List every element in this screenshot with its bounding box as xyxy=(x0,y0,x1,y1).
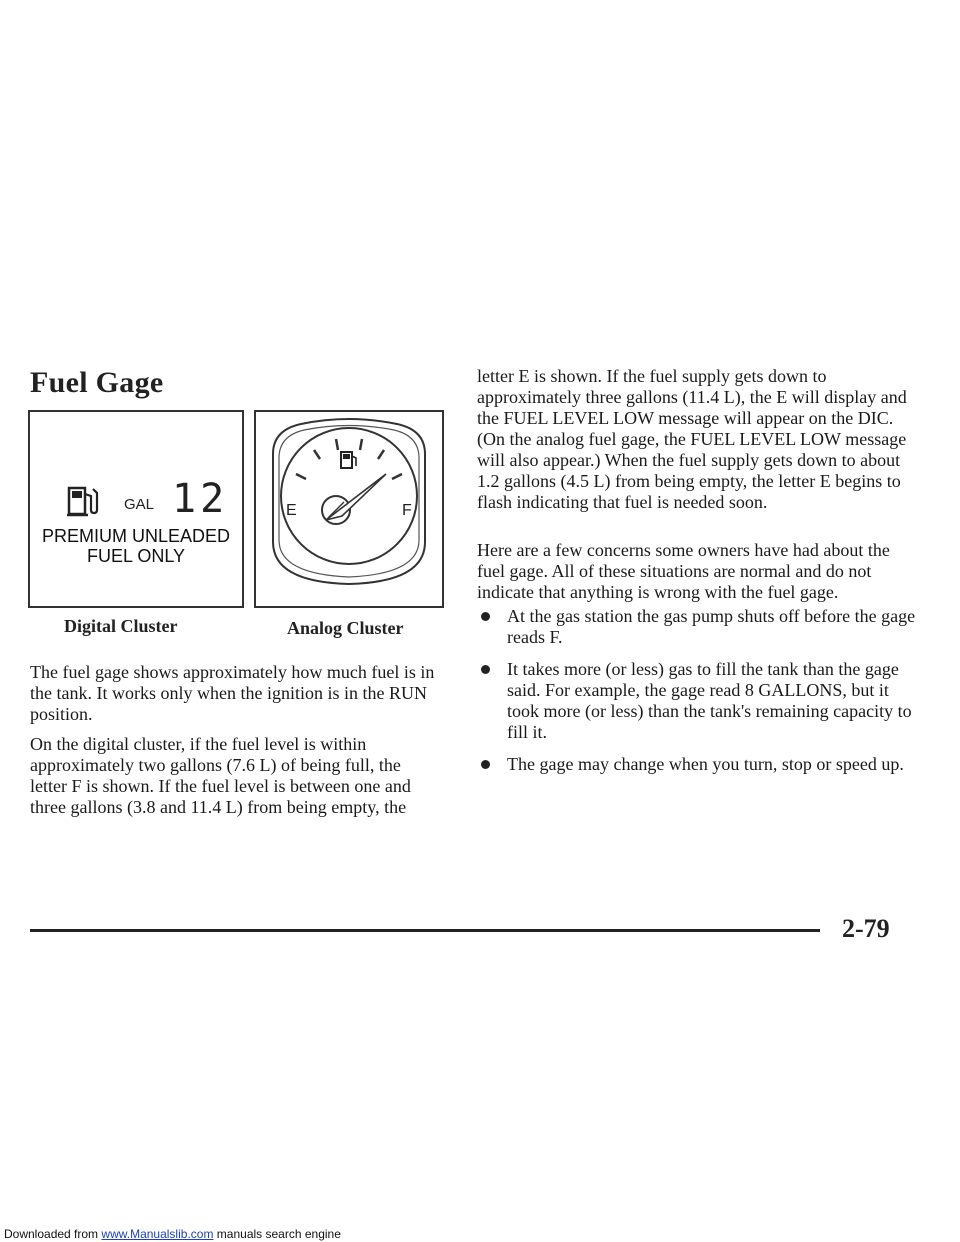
premium-line-1: PREMIUM UNLEADED xyxy=(41,526,231,546)
download-footer xyxy=(4,1227,341,1241)
list-item-text: It takes more (or less) gas to fill the tank than the gage said. For example, the gage read 8 GALLONS, but it took more (or less) than the tank's remaining capacity to fill it. xyxy=(507,659,912,742)
list-item xyxy=(477,606,917,648)
list-item-text: The gage may change when you turn, stop or speed up. xyxy=(507,754,904,774)
footer-rule xyxy=(30,929,820,932)
gauge-fuel-pump-icon xyxy=(341,452,356,468)
page-number: 2-79 xyxy=(842,914,890,943)
paragraph-fuel-level-low: letter E is shown. If the fuel supply gets down to approximately three gallons (11.4 L), the E will display and the FUEL LEVEL LOW message will appear on the DIC. (On the analog fuel gage, the FUEL LEVEL LOW message will also appear.) When the fuel supply gets down to about 1.2 gallons (4.5 L) from being empty, the letter E begins to flash indicating that fuel is needed soon. xyxy=(477,366,907,512)
premium-unleaded-message xyxy=(30,526,242,566)
digital-cluster-caption: Digital Cluster xyxy=(64,616,178,636)
paragraph-owner-concerns: Here are a few concerns some owners have had about the fuel gage. All of these situations are normal and do not indicate that anything is wrong with the fuel gage. xyxy=(477,540,890,602)
paragraph-digital-cluster: On the digital cluster, if the fuel level is within approximately two gallons (7.6 L) of being full, the letter F is shown. If the fuel level is between one and three gallons (3.8 and 11.4 L) from being empty, the xyxy=(30,734,411,817)
gauge-empty-label: E xyxy=(286,502,297,519)
analog-cluster-figure xyxy=(254,410,444,608)
list-item xyxy=(477,659,917,743)
bullet-icon xyxy=(481,612,490,621)
list-item xyxy=(477,754,917,775)
digital-cluster-figure xyxy=(28,410,244,608)
analog-fuel-gauge xyxy=(256,412,442,606)
fuel-pump-icon xyxy=(66,484,100,518)
analog-cluster-caption: Analog Cluster xyxy=(287,618,404,638)
list-item-text: At the gas station the gas pump shuts off before the gage reads F. xyxy=(507,606,916,647)
gal-label: GAL xyxy=(124,496,155,513)
footer-suffix: manuals search engine xyxy=(216,1227,341,1241)
premium-line-2: FUEL ONLY xyxy=(86,546,186,566)
footer-prefix: Downloaded from xyxy=(4,1227,99,1241)
manualslib-link[interactable]: www.Manualslib.com xyxy=(101,1227,214,1241)
gauge-full-label: F xyxy=(402,502,412,519)
gal-value: 12 xyxy=(172,476,229,522)
paragraph-fuel-gage-intro: The fuel gage shows approximately how much fuel is in the tank. It works only when the ignition is in the RUN position. xyxy=(30,662,435,724)
gauge-needle xyxy=(322,474,386,524)
concerns-list xyxy=(477,606,917,786)
bullet-icon xyxy=(481,760,490,769)
section-title: Fuel Gage xyxy=(30,366,164,399)
bullet-icon xyxy=(481,665,490,674)
